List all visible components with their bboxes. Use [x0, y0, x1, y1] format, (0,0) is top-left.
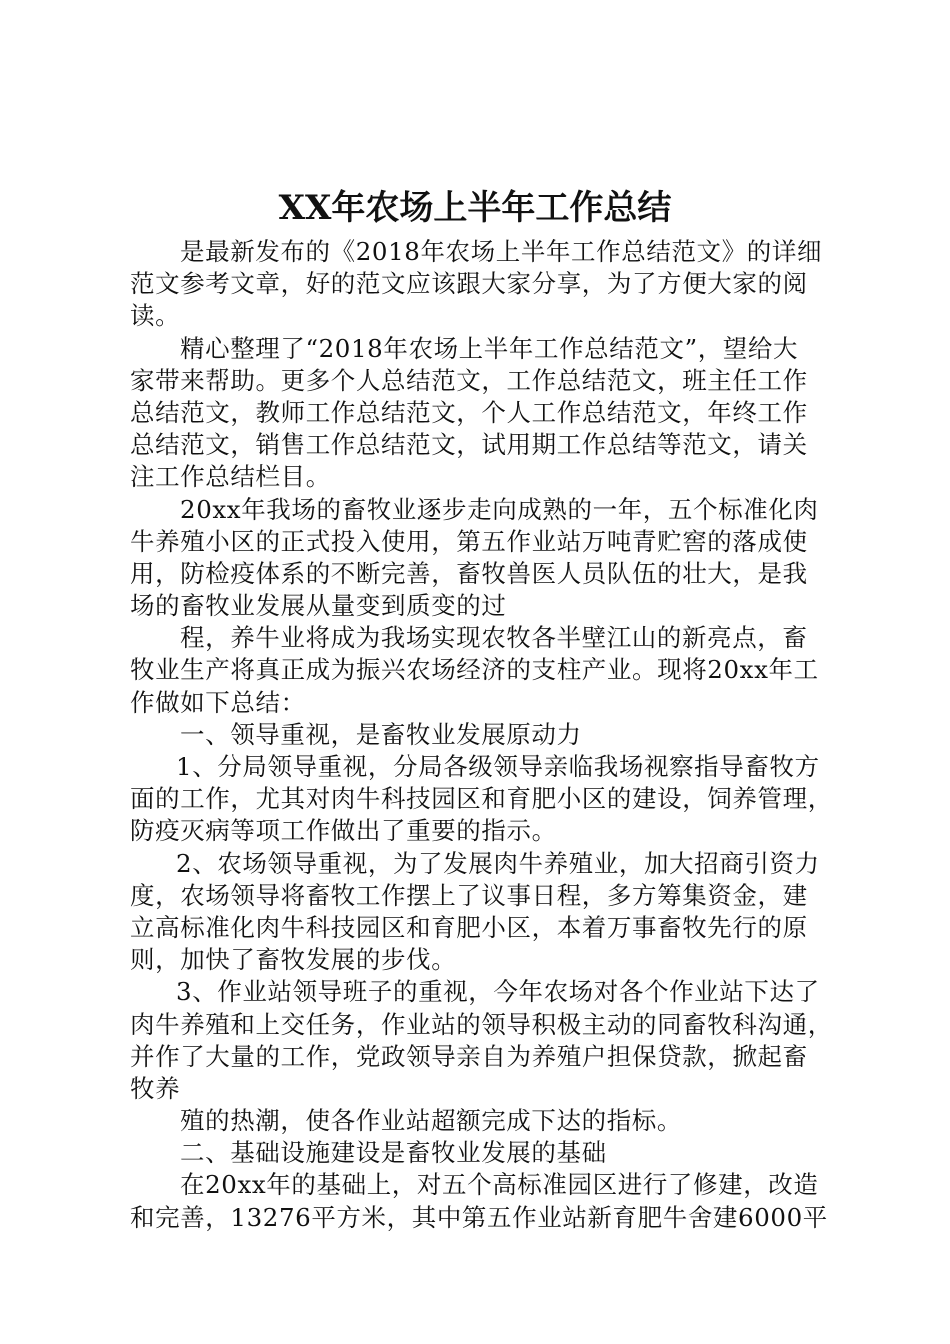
text-line: 一、领导重视，是畜牧业发展原动力	[180, 719, 582, 749]
text-line: 并作了大量的工作，党政领导亲自为养殖户担保贷款，掀起畜	[130, 1041, 808, 1071]
text-line: 肉牛养殖和上交任务，作业站的领导积极主动的同畜牧科沟通，	[130, 1009, 833, 1039]
text-line: 防疫灭病等项工作做出了重要的指示。	[130, 816, 557, 846]
document-title: XX年农场上半年工作总结	[278, 188, 672, 228]
text-line: 2、农场领导重视，为了发展肉牛养殖业，加大招商引资力	[176, 848, 820, 878]
text-line: 场的畜牧业发展从量变到质变的过	[130, 591, 507, 621]
text-line: 在20xx年的基础上，对五个高标准园区进行了修建，改造	[180, 1170, 819, 1200]
text-line: 是最新发布的《2018年农场上半年工作总结范文》的详细	[180, 237, 823, 266]
text-line: 立高标准化肉牛科技园区和育肥小区，本着万事畜牧先行的原	[130, 912, 808, 942]
text-line: 3、作业站领导班子的重视，今年农场对各个作业站下达了	[176, 977, 820, 1007]
text-line: 读。	[130, 301, 181, 331]
text-line: 1、分局领导重视，分局各级领导亲临我场视察指导畜牧方	[176, 752, 820, 781]
text-line: 则，加快了畜牧发展的步伐。	[130, 945, 457, 975]
text-line: 范文参考文章，好的范文应该跟大家分享，为了方便大家的阅	[130, 269, 808, 299]
document-body	[130, 236, 833, 1234]
text-line: 精心整理了“2018年农场上半年工作总结范文”，望给大	[180, 333, 799, 363]
text-line: 殖的热潮，使各作业站超额完成下达的指标。	[180, 1106, 682, 1136]
text-line: 面的工作，尤其对肉牛科技园区和育肥小区的建设，饲养管理，	[130, 784, 833, 814]
text-line: 牧养	[130, 1073, 181, 1103]
text-line: 程，养牛业将成为我场实现农牧各半壁江山的新亮点，畜	[180, 623, 808, 653]
text-line: 牛养殖小区的正式投入使用，第五作业站万吨青贮窖的落成使	[130, 526, 808, 556]
text-line: 牧业生产将真正成为振兴农场经济的支柱产业。现将20xx年工	[130, 655, 819, 685]
text-line: 二、基础设施建设是畜牧业发展的基础	[180, 1138, 607, 1168]
text-line: 注工作总结栏目。	[130, 462, 331, 492]
text-line: 度，农场领导将畜牧工作摆上了议事日程，多方筹集资金，建	[130, 880, 808, 910]
text-line: 总结范文，教师工作总结范文，个人工作总结范文，年终工作	[130, 397, 808, 427]
text-line: 总结范文，销售工作总结范文，试用期工作总结等范文，请关	[130, 430, 808, 460]
text-line: 和完善，13276平方米，其中第五作业站新育肥牛舍建6000平	[130, 1202, 828, 1232]
text-line: 家带来帮助。更多个人总结范文，工作总结范文，班主任工作	[130, 365, 808, 395]
text-line: 用，防检疫体系的不断完善，畜牧兽医人员队伍的壮大，是我	[130, 558, 808, 588]
text-line: 20xx年我场的畜牧业逐步走向成熟的一年，五个标准化肉	[180, 494, 819, 524]
text-line: 作做如下总结：	[130, 687, 306, 717]
